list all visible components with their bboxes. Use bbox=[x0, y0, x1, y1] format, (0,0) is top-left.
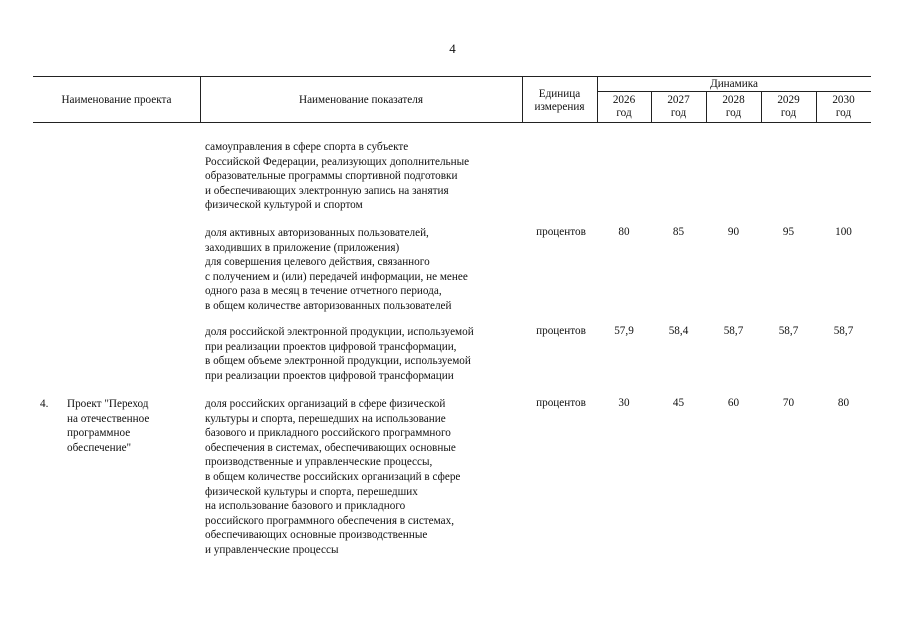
header-year bbox=[706, 94, 761, 120]
header-year-suffix: год bbox=[670, 107, 687, 119]
value-cell: 58,7 bbox=[778, 325, 799, 337]
value-cell: 85 bbox=[672, 226, 685, 238]
project-name: Проект "Переход на отечественное программное обеспечение" bbox=[67, 398, 150, 454]
unit-cell: процентов bbox=[536, 397, 586, 409]
value-cell: 57,9 bbox=[614, 325, 634, 337]
header-year-suffix: год bbox=[616, 107, 632, 119]
row-number: 4. bbox=[40, 398, 49, 410]
value-cell: 80 bbox=[618, 226, 630, 238]
value-cell: 100 bbox=[835, 226, 852, 238]
value-cell: 70 bbox=[782, 397, 795, 409]
header-year-value: 2030 bbox=[832, 94, 855, 106]
header-indicator-name: Наименование показателя bbox=[299, 94, 423, 106]
header-year-value: 2028 bbox=[722, 94, 745, 106]
header-year-value: 2026 bbox=[612, 94, 636, 106]
header-year-suffix: год bbox=[780, 107, 797, 119]
value-cell: 58,7 bbox=[833, 325, 854, 337]
header-year-value: 2029 bbox=[777, 94, 800, 106]
indicator-text: доля активных авторизованных пользователей, заходивших в приложение (приложения) для совершения целевого действия, связанного с получением и (или) передачей информации, не менее одного раза в месяц в течение отчетного периода, в общем количестве авторизованных пользователей bbox=[205, 227, 468, 312]
value-cell: 58,7 bbox=[723, 325, 744, 337]
indicator-text: доля российской электронной продукции, используемой при реализации проектов цифровой трансформации, в общем объеме электронной продукции, используемой при реализации проектов цифровой трансформации bbox=[205, 326, 474, 382]
header-year bbox=[761, 94, 816, 120]
header-unit-line2: измерения bbox=[534, 101, 585, 113]
unit-cell: процентов bbox=[536, 325, 586, 337]
indicator-text: доля российских организаций в сфере физической культуры и спорта, перешедших на использование базового и прикладного российского программного обеспечения в системах, обеспечивающих основные производственные и управленческие процессы, в общем количестве российских организаций в сфере физической культуры и спорта, перешедших на использование базового и прикладного российского программного обеспечения в системах, обеспечивающих основные производственные и управленческие процессы bbox=[205, 398, 461, 556]
header-top-rule bbox=[33, 76, 871, 77]
value-cell: 90 bbox=[727, 226, 740, 238]
value-cell: 30 bbox=[618, 397, 630, 409]
header-dynamics: Динамика bbox=[710, 78, 758, 90]
header-unit-line1: Единица bbox=[538, 88, 581, 100]
page-number: 4 bbox=[449, 41, 456, 56]
value-cell: 95 bbox=[782, 226, 795, 238]
value-cell: 58,4 bbox=[668, 325, 689, 337]
header-year-suffix: год bbox=[835, 107, 852, 119]
header-project-name: Наименование проекта bbox=[61, 94, 172, 106]
header-unit bbox=[522, 88, 597, 114]
dynamics-rule bbox=[597, 91, 871, 92]
header-bottom-rule bbox=[33, 122, 871, 123]
unit-cell: процентов bbox=[536, 226, 586, 238]
header-year bbox=[597, 94, 651, 120]
header-year-value: 2027 bbox=[667, 94, 690, 106]
indicator-text: самоуправления в сфере спорта в субъекте Российской Федерации, реализующих дополнительные образовательные программы спортивной подготовки и обеспечивающих электронную запись на занятия физической культурой и спортом bbox=[205, 141, 470, 212]
header-year bbox=[651, 94, 706, 120]
header-year bbox=[816, 94, 871, 120]
value-cell: 45 bbox=[672, 397, 685, 409]
value-cell: 80 bbox=[837, 397, 850, 409]
value-cell: 60 bbox=[727, 397, 740, 409]
header-year-suffix: год bbox=[725, 107, 742, 119]
